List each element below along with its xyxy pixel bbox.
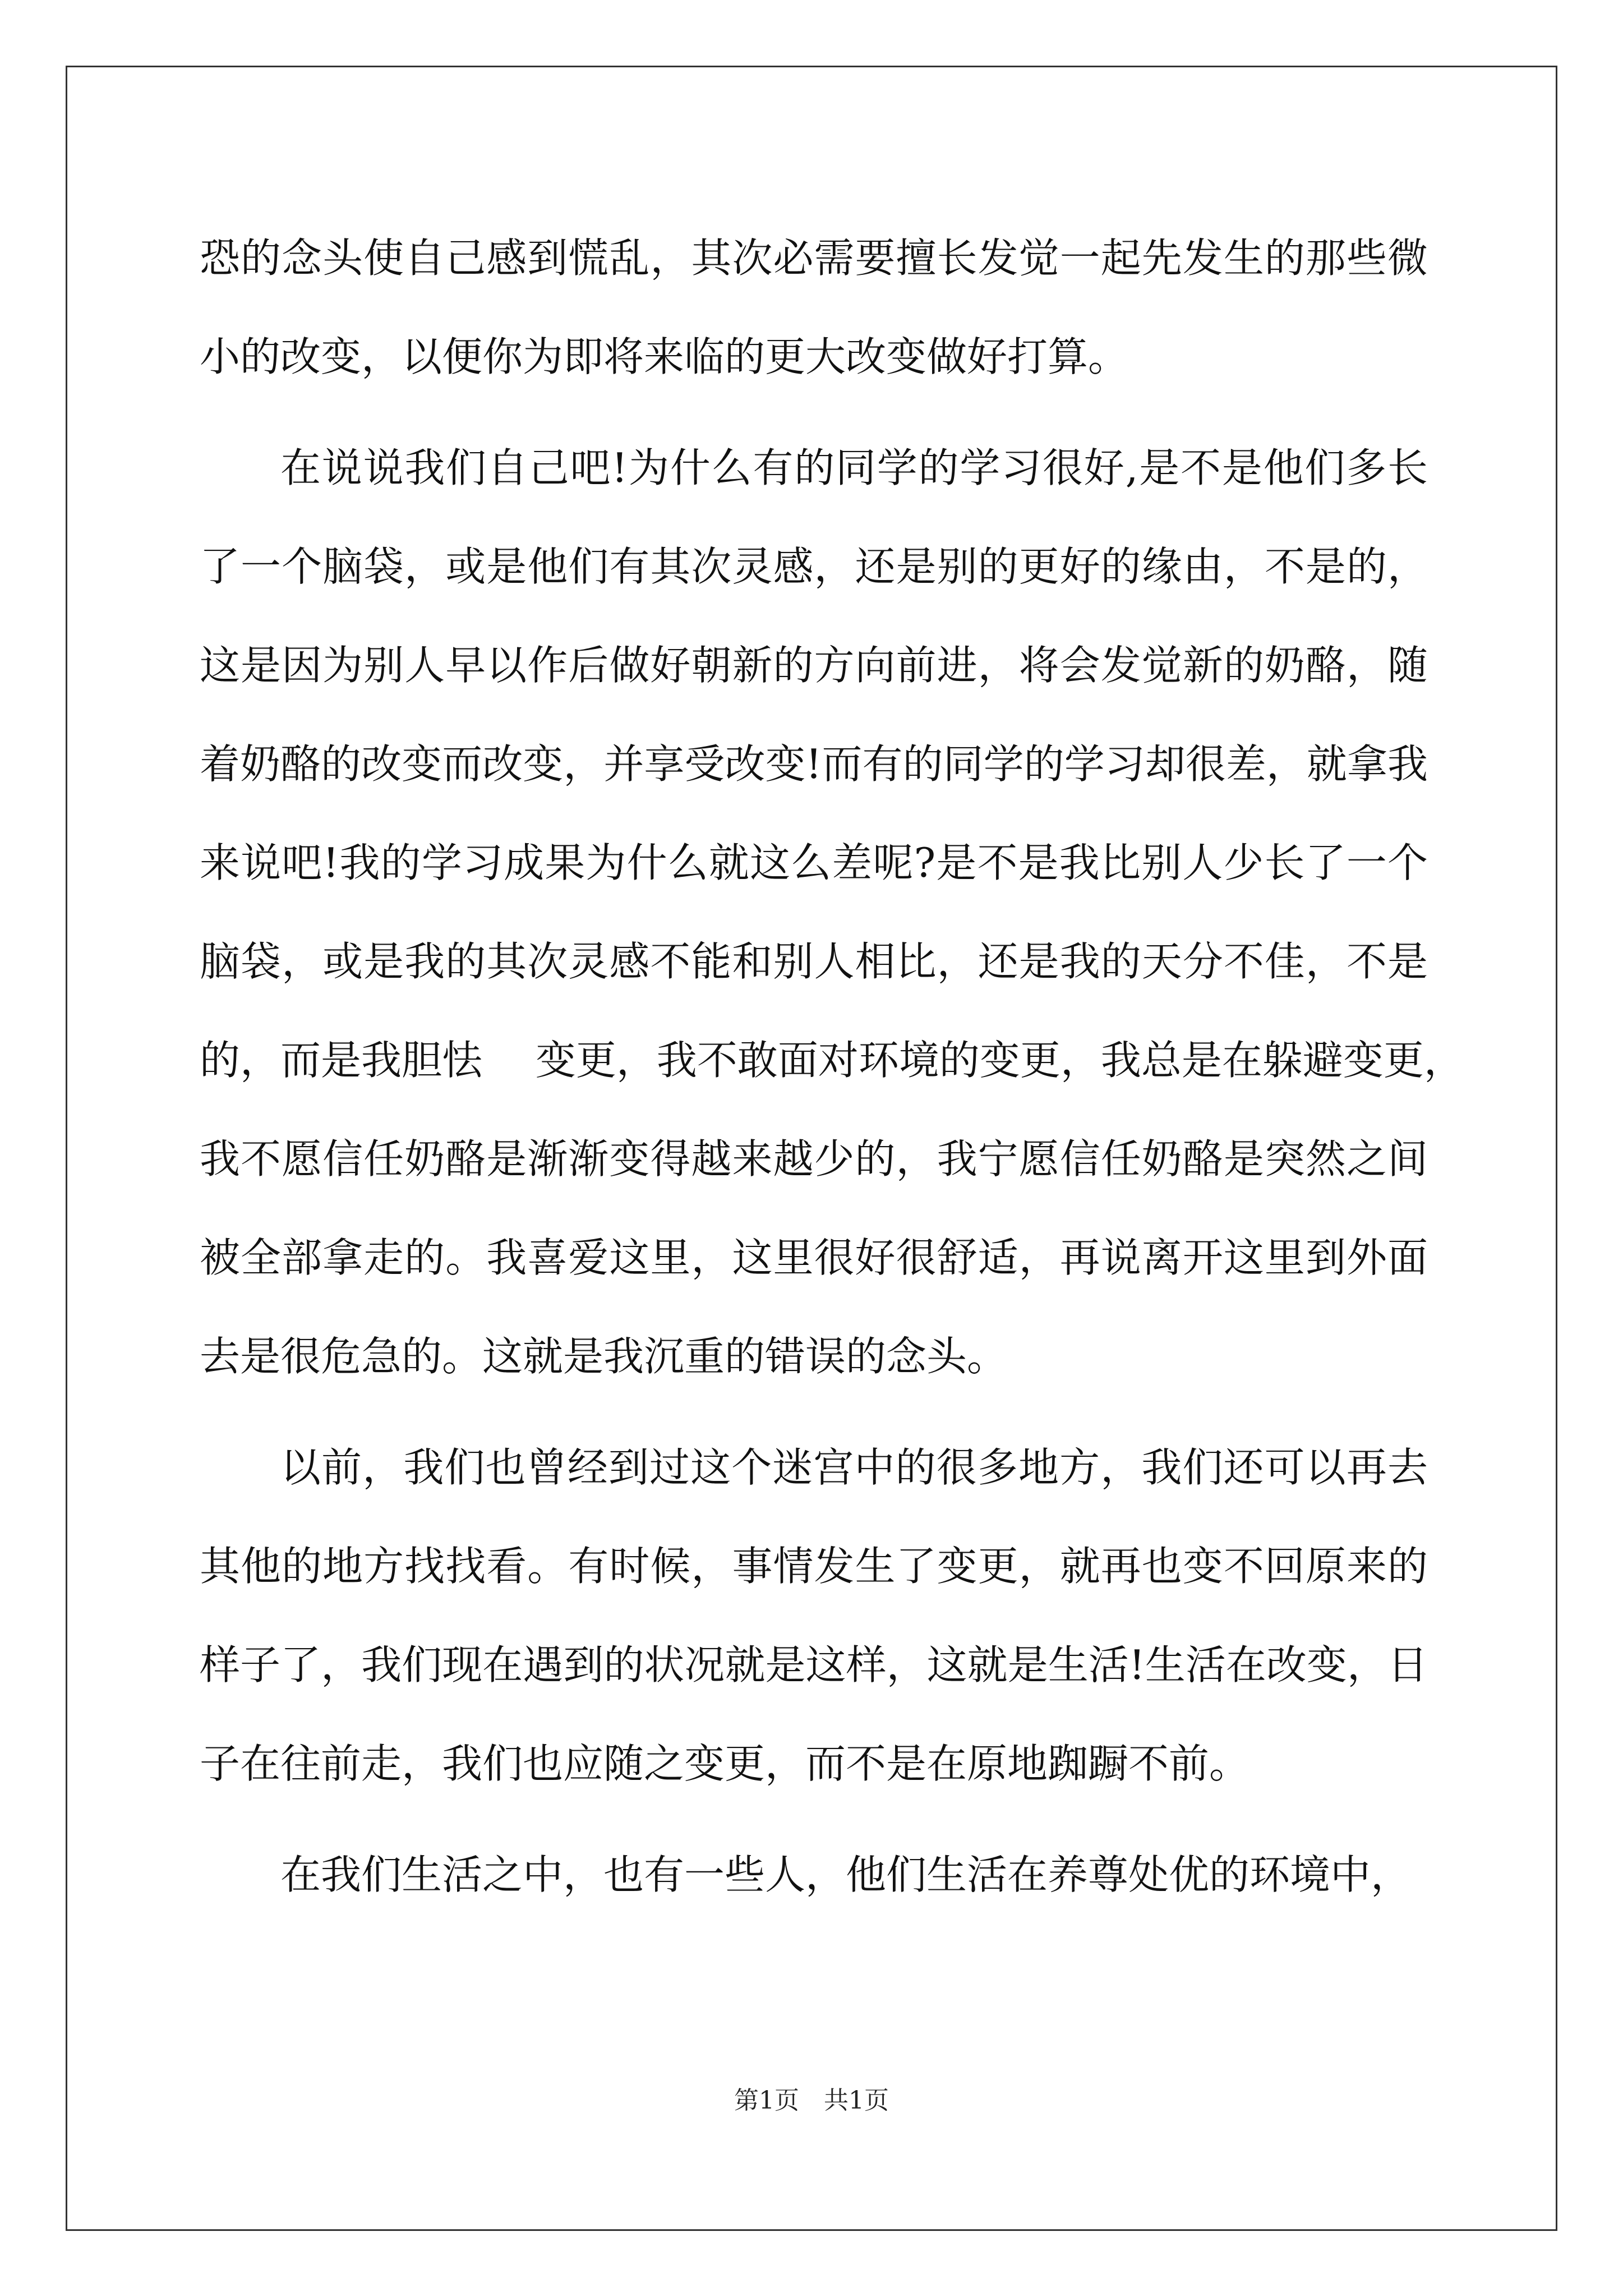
text-line: 来说吧!我的学习成果为什么就这么差呢?是不是我比别人少长了一个 [200, 839, 1428, 886]
text-line: 样子了，我们现在遇到的状况就是这样，这就是生活!生活在改变，日 [200, 1641, 1428, 1688]
text-line: 的，而是我胆怯 变更，我不敢面对环境的变更，我总是在躲避变更， [200, 1037, 1464, 1084]
text-line: 在我们生活之中，也有一些人，他们生活在养尊处优的环境中， [280, 1851, 1412, 1898]
text-line: 这是因为别人早以作后做好朝新的方向前进，将会发觉新的奶酪，随 [200, 642, 1428, 689]
text-line: 小的改变，以便你为即将来临的更大改变做好打算。 [200, 333, 1129, 380]
text-line: 恐的念头使自己感到慌乱，其次必需要擅长发觉一起先发生的那些微 [200, 234, 1428, 282]
page-footer [0, 2084, 1623, 2118]
text-line: 去是很危急的。这就是我沉重的错误的念头。 [200, 1333, 1008, 1380]
text-line: 了一个脑袋，或是他们有其次灵感，还是别的更好的缘由，不是的， [200, 543, 1428, 590]
page-number-label: 第1页 共1页 [734, 2086, 889, 2115]
text-line: 其他的地方找找看。有时候，事情发生了变更，就再也变不回原来的 [200, 1543, 1428, 1590]
text-line: 着奶酪的改变而改变，并享受改变!而有的同学的学习却很差，就拿我 [200, 740, 1428, 788]
text-line: 我不愿信任奶酪是渐渐变得越来越少的，我宁愿信任奶酪是突然之间 [200, 1135, 1428, 1182]
text-line: 子在往前走，我们也应随之变更，而不是在原地踟蹰不前。 [200, 1740, 1250, 1787]
text-line: 在说说我们自己吧!为什么有的同学的学习很好,是不是他们多长 [280, 444, 1428, 491]
document-body [200, 209, 1464, 1924]
text-line: 脑袋，或是我的其次灵感不能和别人相比，还是我的天分不佳，不是 [200, 938, 1428, 985]
text-line: 以前，我们也曾经到过这个迷宫中的很多地方，我们还可以再去 [280, 1444, 1428, 1491]
text-line: 被全部拿走的。我喜爱这里，这里很好很舒适，再说离开这里到外面 [200, 1234, 1428, 1281]
